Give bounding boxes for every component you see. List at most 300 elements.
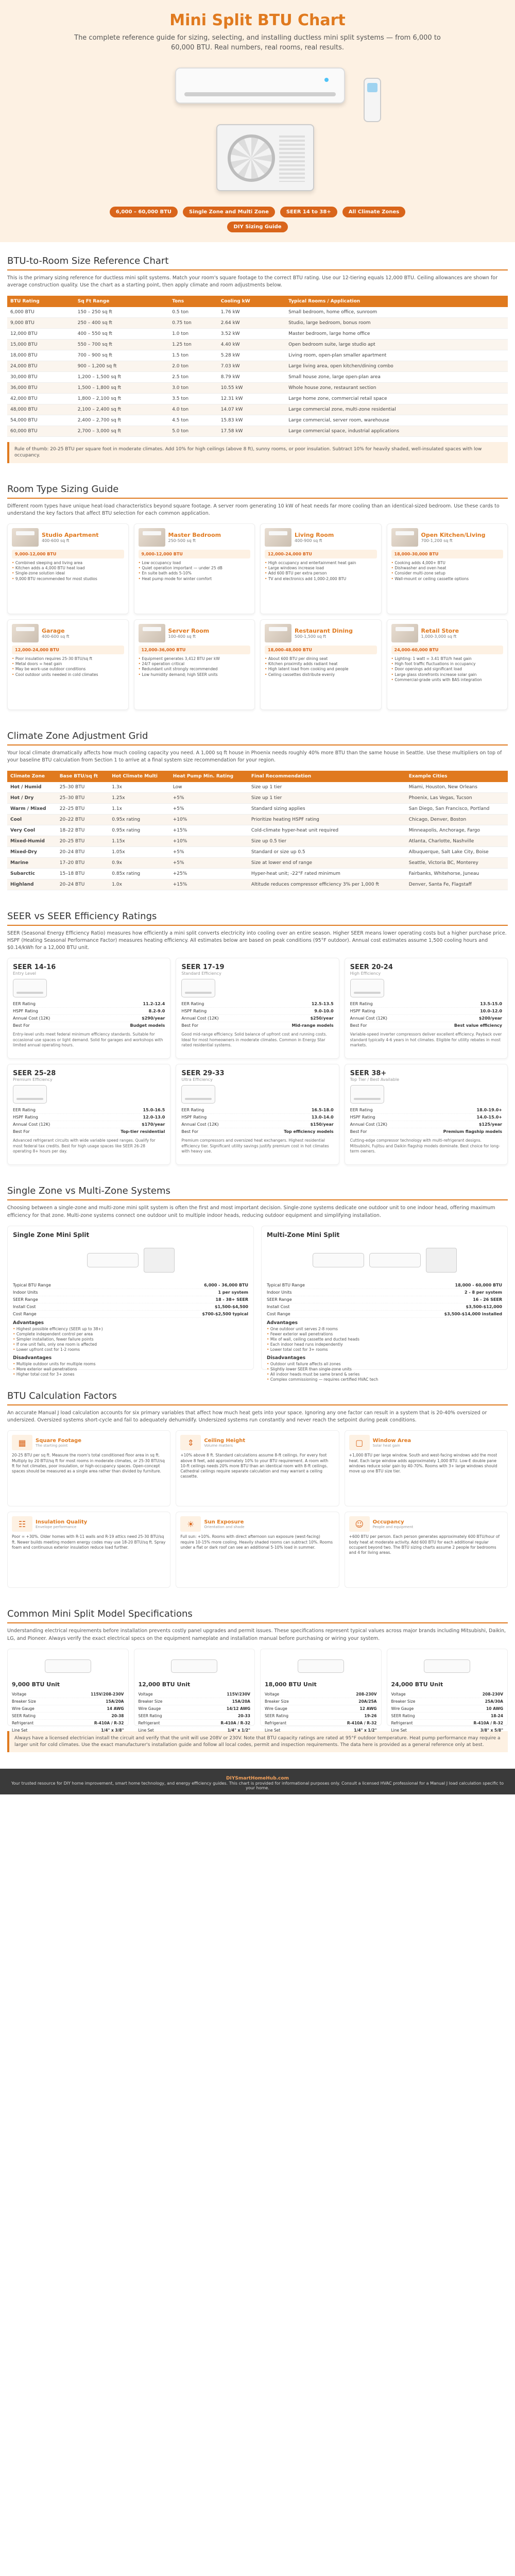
table-cell: 1.76 kW bbox=[218, 307, 285, 318]
spec-label: Wire Gauge bbox=[265, 1706, 287, 1711]
table-cell: Low bbox=[170, 782, 248, 793]
spec-row bbox=[267, 1282, 502, 1289]
room-photo-icon bbox=[391, 624, 418, 642]
factor-titles bbox=[204, 1438, 245, 1448]
badge: DIY Sizing Guide bbox=[227, 222, 287, 232]
spec-label: Voltage bbox=[391, 1691, 406, 1697]
room-card-titles bbox=[295, 532, 334, 543]
spec-value: 20-33 bbox=[238, 1713, 250, 1718]
table-cell: 1.0 ton bbox=[169, 328, 217, 339]
seer-specs bbox=[350, 1001, 502, 1029]
model-title: 9,000 BTU Unit bbox=[12, 1681, 60, 1688]
list-item: • Equipment generates 3,412 BTU per kW bbox=[139, 656, 251, 662]
spec-row bbox=[265, 1713, 377, 1720]
list-item: • Large glass storefronts increase solar gain bbox=[391, 672, 504, 677]
spec-value: 16.5-18.0 bbox=[311, 1108, 334, 1113]
table-cell: Small house zone, large open-plan area bbox=[285, 371, 508, 382]
table-cell: 14.07 kW bbox=[218, 404, 285, 415]
spec-value: Budget models bbox=[130, 1023, 165, 1028]
seer-tier-title: SEER 17-19 bbox=[181, 963, 225, 972]
table-row bbox=[7, 382, 508, 393]
spec-value: Premium flagship models bbox=[443, 1129, 502, 1134]
factor-card bbox=[7, 1430, 170, 1506]
room-btu-range: 9,000-12,000 BTU bbox=[12, 550, 124, 558]
spec-label: Voltage bbox=[265, 1691, 280, 1697]
spec-row bbox=[139, 1713, 251, 1720]
table-cell: Seattle, Victoria BC, Monterey bbox=[406, 857, 508, 868]
seer-card bbox=[345, 958, 508, 1059]
table-cell: +5% bbox=[170, 792, 248, 803]
spec-value: 15.0-16.5 bbox=[143, 1108, 165, 1113]
column-header: Climate Zone bbox=[7, 771, 57, 782]
room-btu-range: 24,000-60,000 BTU bbox=[391, 646, 504, 654]
list-item: • Lighting: 1 watt = 3.41 BTU/h heat gain bbox=[391, 656, 504, 662]
list-item: • Higher total cost for 3+ zones bbox=[13, 1372, 248, 1377]
spec-row bbox=[139, 1720, 251, 1727]
table-cell: Minneapolis, Anchorage, Fargo bbox=[406, 825, 508, 836]
table-row bbox=[7, 803, 508, 814]
table-cell: 20–24 BTU bbox=[57, 879, 109, 890]
spec-row bbox=[391, 1691, 504, 1698]
seer-card bbox=[7, 1064, 170, 1165]
table-cell: 1.15x bbox=[109, 836, 170, 846]
room-photo-icon bbox=[12, 624, 39, 642]
spec-row bbox=[13, 1114, 165, 1121]
room-card-header bbox=[391, 624, 504, 642]
spec-value: $290/year bbox=[142, 1016, 165, 1021]
table-row bbox=[7, 404, 508, 415]
list-item: • Poor insulation requires 25-30 BTU/sq ft bbox=[12, 656, 124, 662]
table-cell: Size up 1 tier bbox=[248, 782, 406, 793]
room-size: 400-600 sq ft bbox=[42, 538, 70, 544]
table-cell: 18,000 BTU bbox=[7, 350, 75, 361]
seer-specs bbox=[13, 1107, 165, 1136]
factor-card bbox=[345, 1430, 508, 1506]
table-cell: 15.83 kW bbox=[218, 415, 285, 426]
table-row bbox=[7, 814, 508, 825]
spec-row bbox=[13, 1022, 165, 1029]
models-section bbox=[0, 1595, 515, 1759]
column-header: Sq Ft Range bbox=[75, 296, 169, 307]
spec-label: Voltage bbox=[138, 1691, 153, 1697]
spec-value: 15A/20A bbox=[232, 1699, 250, 1704]
spec-label: EER Rating bbox=[181, 1108, 204, 1113]
list-item: • Complete independent control per area bbox=[13, 1332, 248, 1337]
single-multi-section bbox=[0, 1172, 515, 1382]
spec-value: Mid-range models bbox=[291, 1023, 334, 1028]
room-card-titles bbox=[168, 532, 221, 543]
table-cell: +15% bbox=[170, 825, 248, 836]
spec-row bbox=[181, 1114, 333, 1121]
spec-value: 8.2-9.0 bbox=[148, 1009, 165, 1014]
seer-specs bbox=[181, 1001, 333, 1029]
model-specs bbox=[265, 1691, 377, 1734]
spec-value: 2 - 8 per system bbox=[464, 1290, 502, 1295]
footer-text: Your trusted resource for DIY home improvement, smart home technology, and energy efficiency guides. This chart is provided for informational purposes only. Consult a licensed HVAC professional for a Manual J load calculation specific to your home. bbox=[11, 1781, 504, 1791]
factor-titles bbox=[36, 1519, 87, 1529]
spec-row bbox=[13, 1015, 165, 1022]
room-btu-range: 18,000-30,000 BTU bbox=[391, 550, 504, 558]
factor-icon: ▦ bbox=[12, 1435, 32, 1450]
table-row bbox=[7, 317, 508, 328]
table-row bbox=[7, 328, 508, 339]
table-cell: 1.1x bbox=[109, 803, 170, 814]
factor-icon: ☷ bbox=[12, 1516, 32, 1532]
room-card-header bbox=[391, 528, 504, 547]
seer-card-body bbox=[13, 1085, 165, 1104]
list-item: • Cooking adds 4,000+ BTU bbox=[391, 561, 504, 566]
room-card bbox=[7, 523, 129, 614]
spec-row bbox=[265, 1720, 377, 1727]
spec-row bbox=[139, 1698, 251, 1705]
table-cell: 1.5 ton bbox=[169, 350, 217, 361]
seer-card bbox=[7, 958, 170, 1059]
table-cell: Living room, open-plan smaller apartment bbox=[285, 350, 508, 361]
list-item: • More exterior wall penetrations bbox=[13, 1367, 248, 1372]
badge: SEER 14 to 38+ bbox=[280, 207, 337, 217]
room-card bbox=[134, 523, 255, 614]
model-title: 12,000 BTU Unit bbox=[138, 1681, 191, 1688]
spec-value: 10.0-12.0 bbox=[480, 1009, 502, 1014]
table-cell: Size up 0.5 tier bbox=[248, 836, 406, 846]
table-cell: +5% bbox=[170, 857, 248, 868]
spec-row bbox=[267, 1296, 502, 1303]
list-item: • One outdoor unit serves 2-8 rooms bbox=[267, 1327, 502, 1332]
factor-titles bbox=[36, 1438, 81, 1448]
table-cell: +10% bbox=[170, 836, 248, 846]
factor-description: +600 BTU per person. Each person generates approximately 600 BTU/hour of body heat at moderate activity. Add 600 BTU for each additional regular occupant beyond two. The BTU sizing charts assume 2 people for bedrooms and 4 for living areas. bbox=[349, 1534, 500, 1555]
table-cell: 1.25 ton bbox=[169, 339, 217, 350]
spec-value: 20-38 bbox=[111, 1713, 124, 1718]
spec-row bbox=[265, 1691, 377, 1698]
room-title: Master Bedroom bbox=[168, 532, 221, 539]
spec-value: 1/4" x 1/2" bbox=[354, 1727, 377, 1733]
factor-icon: ⇕ bbox=[180, 1435, 201, 1450]
rule-of-thumb-note: Rule of thumb: 20-25 BTU per square foot in moderate climates. Add 10% for high ceilings (above 8 ft), sunny rooms, or poor insulation. Subtract 10% for heavily shaded, well-insulated spaces with low occupancy. bbox=[7, 442, 508, 463]
spec-row bbox=[13, 1289, 248, 1296]
table-cell: 7.03 kW bbox=[218, 361, 285, 371]
room-btu-range: 18,000-48,000 BTU bbox=[265, 646, 377, 654]
table-cell: 0.9x bbox=[109, 857, 170, 868]
column-header: Heat Pump Min. Rating bbox=[170, 771, 248, 782]
room-photo-icon bbox=[265, 624, 291, 642]
spec-value: 12 AWG bbox=[359, 1706, 377, 1711]
hero-illustration bbox=[113, 62, 402, 212]
table-cell: 60,000 BTU bbox=[7, 426, 75, 436]
disadvantages-list bbox=[13, 1362, 248, 1377]
section-intro: This is the primary sizing reference for ductless mini split systems. Match your room's square footage to the correct BTU rating. Use our 12-tiering equals 12,000 BTU. Ceiling allowances are shown for average construction quality. Use the chart as a starting point, then apply climate and room adjustments below. bbox=[7, 275, 498, 289]
spec-row bbox=[181, 1015, 333, 1022]
spec-label: Typical BTU Range bbox=[13, 1282, 51, 1287]
footer-brand-link[interactable]: DIYSmartHomeHub.com bbox=[226, 1776, 289, 1782]
table-cell: 20–25 BTU bbox=[57, 836, 109, 846]
spec-label: Wire Gauge bbox=[391, 1706, 414, 1711]
spec-value: 9.0-10.0 bbox=[314, 1009, 334, 1014]
table-cell: Subarctic bbox=[7, 868, 57, 879]
list-item: • Fewer exterior wall penetrations bbox=[267, 1332, 502, 1337]
spec-value: 1/4" x 3/8" bbox=[101, 1727, 124, 1733]
table-cell: 1,500 – 1,800 sq ft bbox=[75, 382, 169, 393]
list-item: • Quiet operation important — under 25 dB bbox=[139, 566, 251, 571]
room-card-titles bbox=[421, 532, 486, 543]
spec-value: 13.5-15.0 bbox=[480, 1002, 502, 1007]
table-cell: San Diego, San Francisco, Portland bbox=[406, 803, 508, 814]
factor-title: Sun Exposure bbox=[204, 1519, 244, 1525]
spec-row bbox=[350, 1001, 502, 1008]
spec-row bbox=[12, 1727, 124, 1734]
table-cell: Studio, large bedroom, bonus room bbox=[285, 317, 508, 328]
room-card bbox=[387, 523, 508, 614]
table-cell: 1,800 – 2,100 sq ft bbox=[75, 393, 169, 404]
room-title: Living Room bbox=[295, 532, 334, 539]
room-feature-list bbox=[139, 561, 251, 582]
advantages-list bbox=[13, 1327, 248, 1353]
room-feature-list bbox=[265, 561, 377, 582]
list-item: • Door openings add significant load bbox=[391, 667, 504, 672]
table-cell: 25–30 BTU bbox=[57, 792, 109, 803]
spec-row bbox=[350, 1114, 502, 1121]
table-cell: 4.40 kW bbox=[218, 339, 285, 350]
badge: All Climate Zones bbox=[342, 207, 405, 217]
spec-label: HSPF Rating bbox=[13, 1115, 38, 1120]
factor-titles bbox=[204, 1519, 244, 1529]
factor-description: 20-25 BTU per sq ft. Measure the room's total conditioned floor area in sq ft. Multiply by 20 BTU/sq ft for most rooms in moderate climates, or 25-30 BTU/sq ft for hot climates, poor insulation, or high-occupancy spaces. Open-concept spaces should be measured as a single area rather than divided by furniture. bbox=[12, 1453, 165, 1473]
spec-value: 1/4" x 1/2" bbox=[227, 1727, 250, 1733]
table-cell: Mixed-Humid bbox=[7, 836, 57, 846]
table-cell: 0.95x rating bbox=[109, 825, 170, 836]
spec-value: 14.0-15.0+ bbox=[476, 1115, 502, 1120]
factor-header bbox=[349, 1435, 503, 1450]
spec-row bbox=[12, 1698, 124, 1705]
model-title: 24,000 BTU Unit bbox=[391, 1681, 443, 1688]
table-cell: Atlanta, Charlotte, Nashville bbox=[406, 836, 508, 846]
seer-tier-title: SEER 20-24 bbox=[350, 963, 393, 972]
spec-value: 15A/20A bbox=[106, 1699, 124, 1704]
room-title: Restaurant Dining bbox=[295, 628, 353, 635]
table-cell: 20–22 BTU bbox=[57, 814, 109, 825]
spec-value: 208-230V bbox=[356, 1691, 377, 1697]
seer-tier-subtitle: Entry Level bbox=[13, 971, 36, 976]
spec-value: 14 AWG bbox=[107, 1706, 124, 1711]
factor-subtitle: Volume matters bbox=[204, 1443, 233, 1448]
factor-title: Window Area bbox=[372, 1437, 411, 1444]
table-cell: Marine bbox=[7, 857, 57, 868]
list-item: • Mix of wall, ceiling cassette and ducted heads bbox=[267, 1337, 502, 1342]
table-cell: 24,000 BTU bbox=[7, 361, 75, 371]
table-cell: 42,000 BTU bbox=[7, 393, 75, 404]
room-card-header bbox=[265, 624, 377, 642]
table-cell: 1.3x bbox=[109, 782, 170, 793]
section-intro: An accurate Manual J load calculation accounts for six primary variables that affect how much heat gets into your space. Ignoring any one factor can result in a system that is 20-40% oversized or undersized. Oversized systems short-cycle and fail to adequately dehumidify. Undersized systems run constantly and never reach the setpoint during peak conditions. bbox=[7, 1410, 487, 1423]
badge: 6,000 – 60,000 BTU bbox=[110, 207, 178, 217]
seer-card-body bbox=[350, 979, 502, 997]
spec-label: Line Set bbox=[138, 1727, 154, 1733]
table-cell: +5% bbox=[170, 846, 248, 857]
table-cell: Open bedroom suite, large studio apt bbox=[285, 339, 508, 350]
list-item: • Consider multi-zone setup bbox=[391, 571, 504, 576]
spec-value: $250/year bbox=[310, 1016, 334, 1021]
spec-label: Install Cost bbox=[13, 1304, 36, 1309]
seer-description: Premium compressors and oversized heat exchangers. Highest residential efficiency tier. Significant utility savings justify premium cost in hot climates with heavy use. bbox=[181, 1138, 329, 1154]
spec-value: 208-230V bbox=[482, 1691, 503, 1697]
table-cell: 0.75 ton bbox=[169, 317, 217, 328]
factor-subtitle: Orientation and shade bbox=[204, 1524, 245, 1529]
seer-tier-subtitle: Standard Efficiency bbox=[181, 971, 221, 976]
spec-row bbox=[267, 1311, 502, 1318]
section-intro: Your local climate dramatically affects how much cooling capacity you need. A 1,000 sq ft house in Phoenix needs roughly 40% more BTU than the same house in Seattle. Use these multipliers on top of your baseline BTU calculation from Section 1 to arrive at a final system size recommendation for your region. bbox=[7, 750, 502, 764]
spec-label: Best For bbox=[350, 1023, 367, 1028]
table-cell: 22–25 BTU bbox=[57, 803, 109, 814]
room-feature-list bbox=[391, 656, 504, 683]
model-specs bbox=[139, 1691, 251, 1734]
spec-label: EER Rating bbox=[13, 1108, 36, 1113]
table-cell: Altitude reduces compressor efficiency 3% per 1,000 ft bbox=[248, 879, 406, 890]
spec-label: Annual Cost (12K) bbox=[13, 1122, 50, 1127]
seer-section bbox=[0, 897, 515, 1173]
table-cell: Warm / Mixed bbox=[7, 803, 57, 814]
spec-label: SEER Range bbox=[267, 1297, 292, 1302]
indoor-unit-icon bbox=[298, 1659, 344, 1673]
spec-label: Wire Gauge bbox=[12, 1706, 35, 1711]
spec-value: 6,000 - 36,000 BTU bbox=[204, 1282, 248, 1287]
table-row bbox=[7, 339, 508, 350]
room-card-header bbox=[265, 528, 377, 547]
spec-row bbox=[139, 1727, 251, 1734]
table-cell: 15,000 BTU bbox=[7, 339, 75, 350]
seer-specs bbox=[181, 1107, 333, 1136]
system-comparison-grid bbox=[7, 1226, 508, 1382]
factor-icon: ☺ bbox=[349, 1516, 370, 1532]
room-title: Server Room bbox=[168, 628, 210, 635]
factor-subtitle: Solar heat gain bbox=[372, 1443, 400, 1448]
indoor-unit-icon bbox=[424, 1659, 470, 1673]
list-item: • Wall-mount or ceiling cassette options bbox=[391, 577, 504, 582]
spec-value: 13.0-14.0 bbox=[311, 1115, 334, 1120]
column-header: Typical Rooms / Application bbox=[285, 296, 508, 307]
table-cell: 0.85x rating bbox=[109, 868, 170, 879]
spec-row bbox=[12, 1720, 124, 1727]
spec-row bbox=[267, 1289, 502, 1296]
spec-label: HSPF Rating bbox=[13, 1009, 38, 1014]
table-cell: 0.95x rating bbox=[109, 814, 170, 825]
climate-section bbox=[0, 717, 515, 897]
list-item: • 9,000 BTU recommended for most studios bbox=[12, 577, 124, 582]
room-photo-icon bbox=[391, 528, 418, 547]
room-size: 250-500 sq ft bbox=[168, 538, 196, 544]
hero bbox=[0, 0, 515, 242]
table-cell: Prioritize heating HSPF rating bbox=[248, 814, 406, 825]
seer-tier-subtitle: Top Tier / Best Available bbox=[350, 1077, 400, 1082]
table-cell: +10% bbox=[170, 814, 248, 825]
spec-row bbox=[391, 1727, 504, 1734]
system-title: Single Zone Mini Split bbox=[13, 1231, 90, 1239]
spec-value: 12.5-13.5 bbox=[311, 1002, 334, 1007]
spec-row bbox=[391, 1720, 504, 1727]
seer-card-body bbox=[13, 979, 165, 997]
list-item: • 24/7 operation critical bbox=[139, 662, 251, 667]
spec-row bbox=[13, 1282, 248, 1289]
list-item: • If one unit fails, only one room is affected bbox=[13, 1342, 248, 1347]
room-card bbox=[7, 619, 129, 710]
table-row bbox=[7, 393, 508, 404]
spec-row bbox=[265, 1705, 377, 1713]
spec-label: Annual Cost (12K) bbox=[181, 1016, 219, 1021]
spec-value: 12.0-13.0 bbox=[143, 1115, 165, 1120]
room-card-titles bbox=[168, 628, 210, 639]
table-cell: 15–18 BTU bbox=[57, 868, 109, 879]
room-card-titles bbox=[295, 628, 353, 639]
table-cell: 5.0 ton bbox=[169, 426, 217, 436]
spec-label: Annual Cost (12K) bbox=[350, 1016, 388, 1021]
table-cell: Standard or size up 0.5 bbox=[248, 846, 406, 857]
section-intro: SEER (Seasonal Energy Efficiency Ratio) measures how efficiently a mini split converts electricity into cooling over an entire season. Higher SEER means lower operating costs but a higher purchase price. HSPF (Heating Seasonal Performance Factor) measures heating efficiency. All estimates below are based on peak conditions (95°F outdoor). Annual cost estimates assume 1,500 cooling hours and $0.14/kWh for a 12,000 BTU unit. bbox=[7, 930, 507, 951]
factor-subtitle: People and equipment bbox=[372, 1524, 414, 1529]
table-row bbox=[7, 415, 508, 426]
factor-card bbox=[176, 1512, 339, 1588]
spec-label: Best For bbox=[181, 1023, 199, 1028]
spec-label: Breaker Size bbox=[265, 1699, 289, 1704]
list-item: • High occupancy and entertainment heat gain bbox=[265, 561, 377, 566]
spec-label: EER Rating bbox=[350, 1108, 373, 1113]
spec-label: EER Rating bbox=[181, 1002, 204, 1007]
spec-label: HSPF Rating bbox=[350, 1115, 375, 1120]
table-cell: 54,000 BTU bbox=[7, 415, 75, 426]
seer-tier-title: SEER 14-16 bbox=[13, 963, 56, 972]
spec-label: Line Set bbox=[391, 1727, 407, 1733]
spec-label: Typical BTU Range bbox=[267, 1282, 305, 1287]
multi-zone-card bbox=[261, 1226, 508, 1382]
remote-control-icon bbox=[364, 78, 381, 122]
table-row bbox=[7, 782, 508, 793]
seer-description: Entry-level units meet federal minimum efficiency standards. Suitable for occasional use spaces or light demand. Solid for garages and workshops with limited annual operating hours. bbox=[13, 1032, 163, 1047]
btu-chart-section bbox=[0, 242, 515, 470]
spec-label: SEER Rating bbox=[265, 1713, 289, 1718]
spec-row bbox=[350, 1121, 502, 1128]
spec-row bbox=[13, 1311, 248, 1318]
spec-label: HSPF Rating bbox=[350, 1009, 375, 1014]
table-cell: 3.52 kW bbox=[218, 328, 285, 339]
spec-row bbox=[350, 1128, 502, 1136]
spec-value: Best value efficiency bbox=[454, 1023, 502, 1028]
factor-description: Full sun: +10%. Rooms with direct afternoon sun exposure (west-facing) require 10-15% more cooling. Heavily shaded rooms can subtract 10%. Rooms under a flat or dark roof can see an additional 5-10% load in summer. bbox=[180, 1534, 333, 1550]
spec-value: R-410A / R-32 bbox=[347, 1720, 377, 1725]
column-header: Example Cities bbox=[406, 771, 508, 782]
spec-label: Voltage bbox=[12, 1691, 27, 1697]
spec-label: Line Set bbox=[12, 1727, 28, 1733]
electrical-note: Always have a licensed electrician install the circuit and verify that the unit will use 208V or 230V. Note that BTU capacity ratings are rated at 95°F outdoor temperature. Heat pump performance may require a larger unit for cold climates. Use the exact manufacturer's installation guide and follow all local codes, permit and inspection requirements. The data here is provided as a general reference only at best. bbox=[7, 1731, 508, 1752]
list-item: • Redundant unit strongly recommended bbox=[139, 667, 251, 672]
spec-value: $150/year bbox=[310, 1122, 334, 1127]
spec-row bbox=[12, 1691, 124, 1698]
disadvantages-heading: Disadvantages bbox=[267, 1355, 306, 1361]
section-heading: Room Type Sizing Guide bbox=[7, 484, 508, 499]
table-cell: 1,200 – 1,500 sq ft bbox=[75, 371, 169, 382]
room-sizing-section bbox=[0, 470, 515, 718]
section-heading: SEER vs SEER Efficiency Ratings bbox=[7, 911, 508, 926]
spec-label: Annual Cost (12K) bbox=[350, 1122, 388, 1127]
list-item: • Dishwasher and oven heat bbox=[391, 566, 504, 571]
spec-value: $125/year bbox=[478, 1122, 502, 1127]
spec-label: Install Cost bbox=[267, 1304, 290, 1309]
spec-label: Best For bbox=[13, 1023, 30, 1028]
model-card-grid bbox=[7, 1649, 508, 1733]
spec-value: R-410A / R-32 bbox=[94, 1720, 124, 1725]
table-cell: Albuquerque, Salt Lake City, Boise bbox=[406, 846, 508, 857]
seer-description: Variable-speed inverter compressors deliver excellent efficiency. Payback over standard typically 4-6 years in hot climates. Eligible for utility rebates in most markets. bbox=[350, 1032, 502, 1047]
room-photo-icon bbox=[139, 624, 165, 642]
section-heading: BTU Calculation Factors bbox=[7, 1391, 508, 1405]
table-cell: Fairbanks, Whitehorse, Juneau bbox=[406, 868, 508, 879]
